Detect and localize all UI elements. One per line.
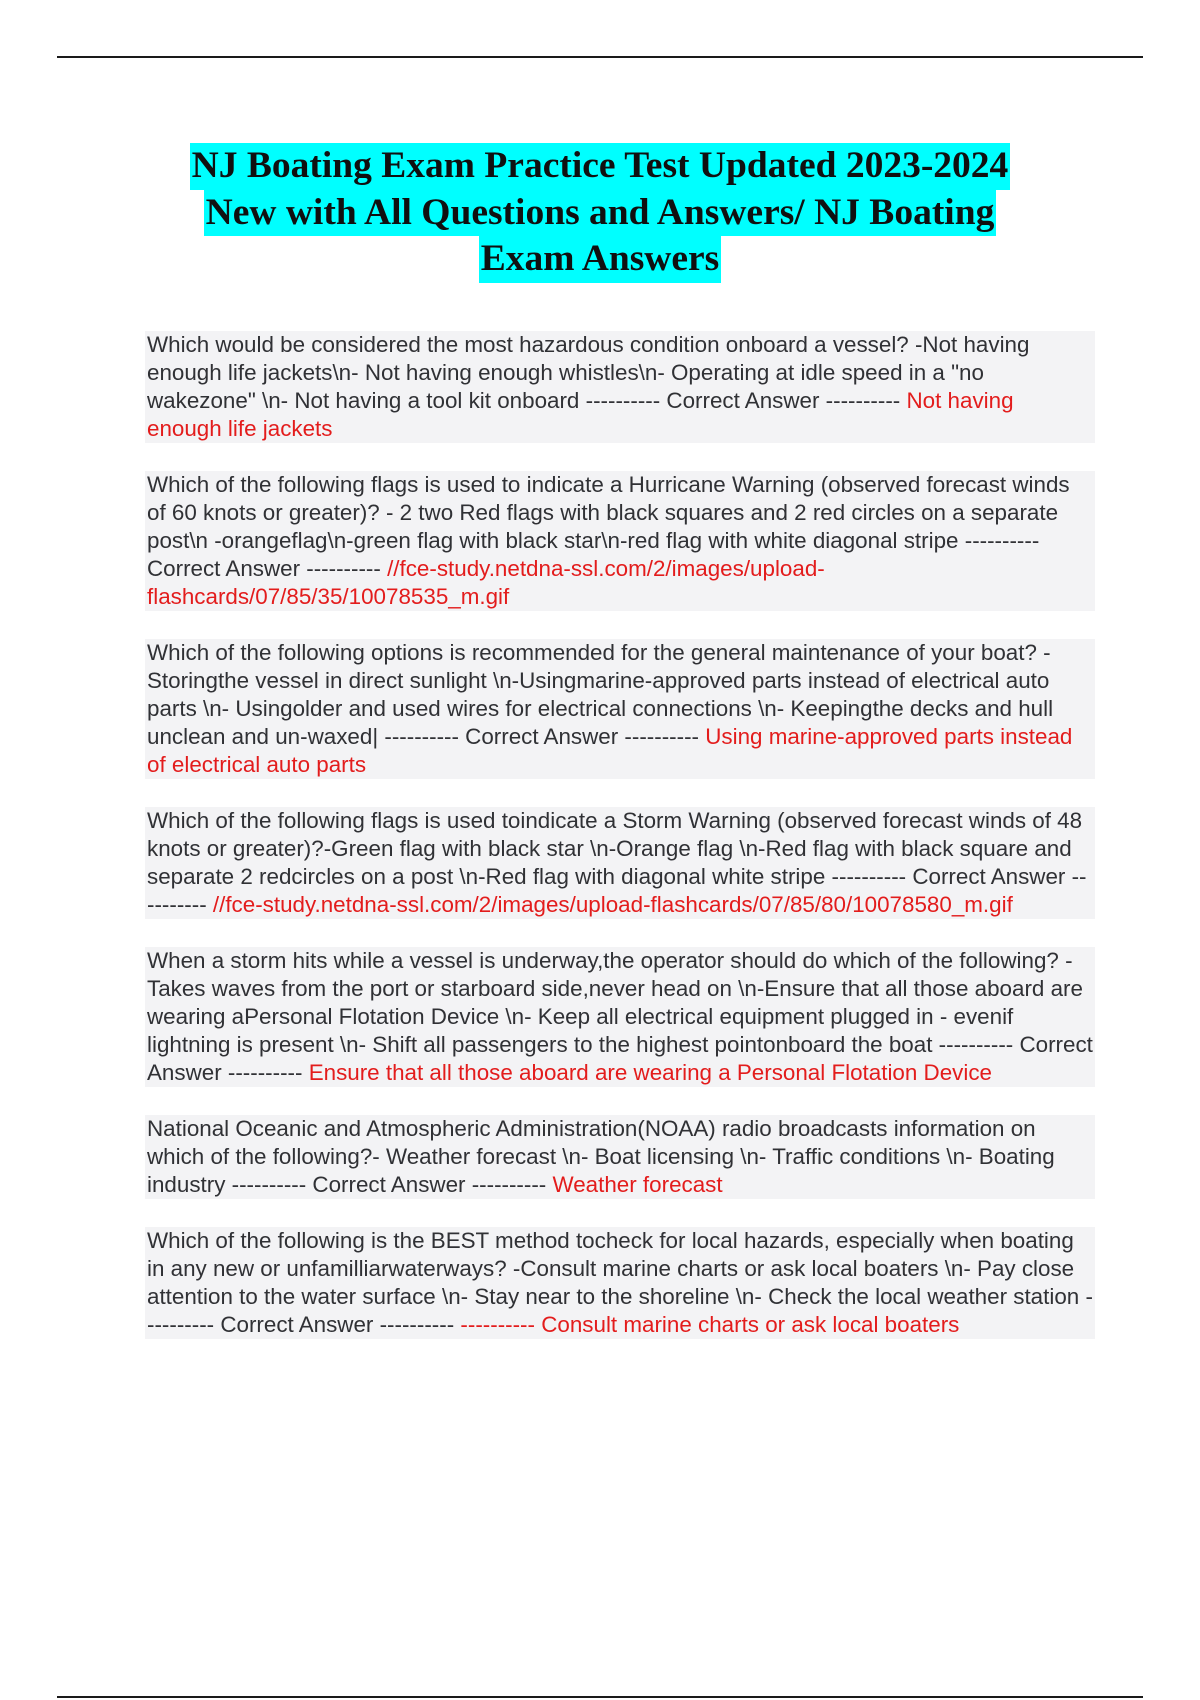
answer-prefix-dashes: ----------	[460, 1312, 535, 1337]
answer-text: Weather forecast	[552, 1172, 723, 1197]
answer-text: Not having enough life jackets	[147, 388, 1014, 441]
answer-text: Consult marine charts or ask local boaters	[541, 1312, 960, 1337]
document-title	[100, 143, 1100, 283]
question-text: Which of the following is the BEST method tocheck for local hazards, especially when boating in any new or unfamilliarwaterways? -Consult marine charts or ask local boaters \n- Pay close attention to the water surface \n- Stay near to the shoreline \n- Check the local weather station	[147, 1228, 1080, 1309]
question-text: When a storm hits while a vessel is underway,the operator should do which of the following? -Takes waves from the port or starboard side,never head on \n-Ensure that all those aboard are wearing aPersonal Flotation Device \n- Keep all electrical equipment plugged in - evenif lightning is present \n- Shift all passengers to the highest pointonboard the boat	[147, 948, 1083, 1057]
correct-answer-separator: ---------- Correct Answer ----------	[147, 528, 1040, 581]
title-line-3: Exam Answers	[479, 236, 722, 283]
correct-answer-separator: ---------- Correct Answer ----------	[147, 1032, 1093, 1085]
correct-answer-separator: ---------- Correct Answer ----------	[231, 1172, 547, 1197]
title-line-1: NJ Boating Exam Practice Test Updated 2023-2024	[190, 143, 1011, 190]
bottom-divider	[57, 1696, 1143, 1698]
qa-item	[145, 1115, 1095, 1199]
correct-answer-separator: ---------- Correct Answer ----------	[585, 388, 901, 413]
question-text: Which of the following options is recommended for the general maintenance of your boat? -Storingthe vessel in direct sunlight \n-Usingmarine-approved parts instead of electrical auto parts \n- Usingolder and used wires for electrical connections \n- Keepingthe decks and hull unclean and un-waxed|	[147, 640, 1054, 749]
answer-link[interactable]: //fce-study.netdna-ssl.com/2/images/upload-flashcards/07/85/35/10078535_m.gif	[147, 556, 825, 609]
qa-list	[145, 331, 1095, 1367]
title-line-2: New with All Questions and Answers/ NJ Boating	[204, 190, 997, 237]
answer-text: Ensure that all those aboard are wearing a Personal Flotation Device	[308, 1060, 992, 1085]
qa-item	[145, 331, 1095, 443]
answer-link[interactable]: //fce-study.netdna-ssl.com/2/images/upload-flashcards/07/85/80/10078580_m.gif	[212, 892, 1013, 917]
qa-item	[145, 947, 1095, 1087]
correct-answer-separator: ---------- Correct Answer ----------	[384, 724, 699, 749]
qa-item	[145, 807, 1095, 919]
question-text: Which of the following flags is used toindicate a Storm Warning (observed forecast winds of 48 knots or greater)?-Green flag with black star \n-Orange flag \n-Red flag with black square and separate 2 redcircles on a post \n-Red flag with diagonal white stripe	[147, 808, 1083, 889]
question-text: National Oceanic and Atmospheric Administration(NOAA) radio broadcasts information on which of the following?- Weather forecast \n- Boat licensing \n- Traffic conditions \n- Boating industry	[147, 1116, 1055, 1197]
question-text: Which of the following flags is used to indicate a Hurricane Warning (observed forecast winds of 60 knots or greater)? - 2 two Red flags with black squares and 2 red circles on a separate post\n -orangeflag\n-green flag with black star\n-red flag with white diagonal stripe	[147, 472, 1070, 553]
correct-answer-separator: ---------- Correct Answer ----------	[147, 864, 1087, 917]
qa-item	[145, 471, 1095, 611]
qa-item	[145, 1227, 1095, 1339]
answer-text: Using marine-approved parts instead of electrical auto parts	[147, 724, 1073, 777]
qa-item	[145, 639, 1095, 779]
top-divider	[57, 56, 1143, 58]
question-text: Which would be considered the most hazardous condition onboard a vessel? -Not having enough life jackets\n- Not having enough whistles\n- Operating at idle speed in a "no wakezone" \n- Not having a tool kit onboard	[147, 332, 1030, 413]
correct-answer-separator: ---------- Correct Answer ----------	[147, 1284, 1093, 1337]
